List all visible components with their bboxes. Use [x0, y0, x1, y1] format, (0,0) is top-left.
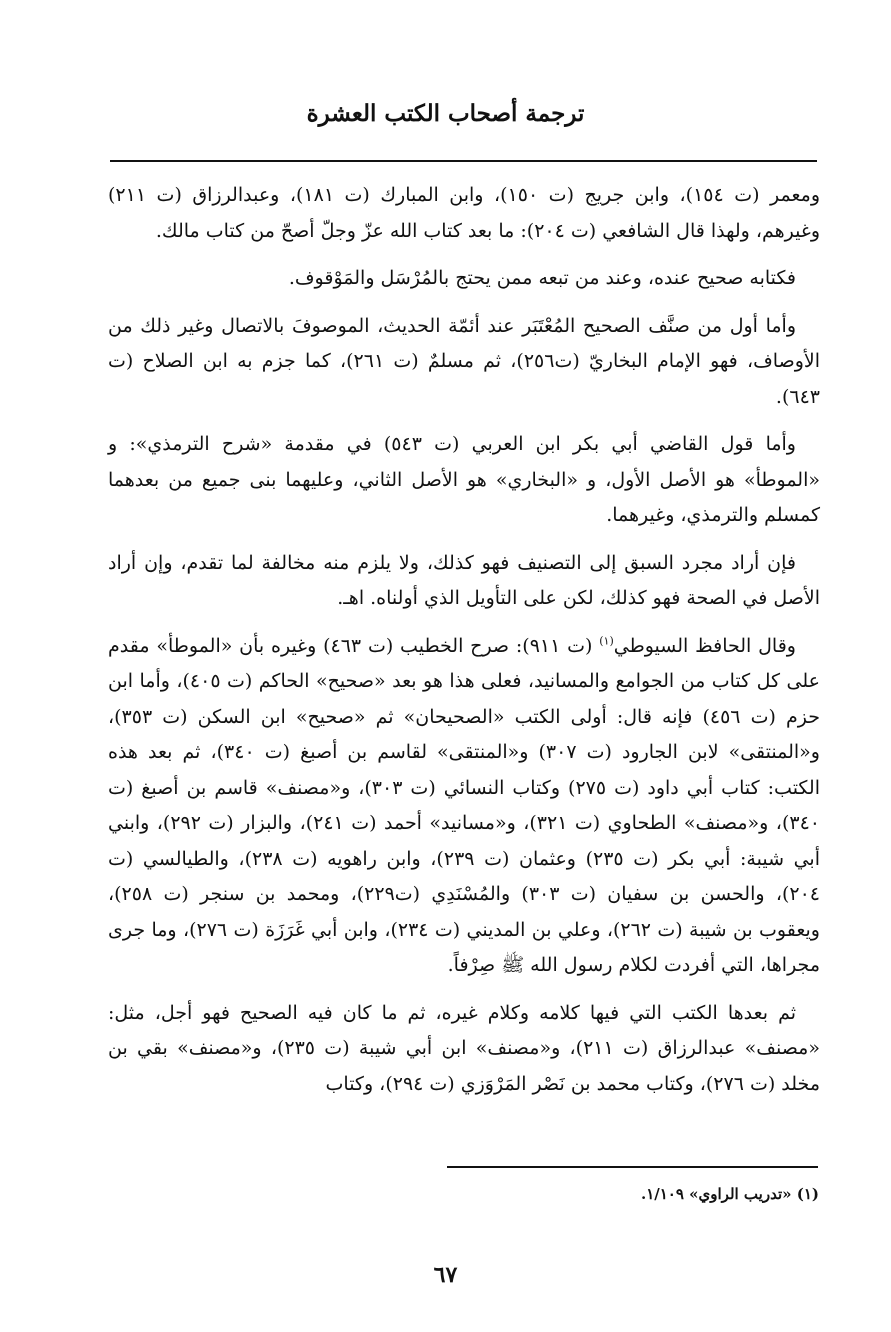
footnote-1: (١) «تدريب الراوي» ١/١٠٩.	[640, 1185, 819, 1203]
paragraph-2: فكتابه صحيح عنده، وعند من تبعه ممن يحتج بالمُرْسَل والمَوْقوف.	[288, 267, 796, 289]
paragraph-6-rest: (ت ٩١١): صرح الخطيب (ت ٤٦٣) وغيره بأن «الموطأ» مقدم على كل كتاب من الجوامع والمسانيد، فعلى هذا هو بعد «صحيح» الحاكم (ت ٤٠٥)، وأما ابن حزم (ت ٤٥٦) فإنه قال: أولى الكتب «الصحيحان» ثم «صحيح» ابن السكن (ت ٣٥٣)، و«المنتقى» لابن الجارود (ت ٣٠٧) و«المنتقى» لقاسم بن أصبغ (ت ٣٤٠)، ثم بعد هذه الكتب: كتاب أبي داود (ت ٢٧٥) وكتاب النسائي (ت ٣٠٣)، و«مصنف» قاسم بن أصبغ (ت ٣٤٠)، و«مصنف» الطحاوي (ت ٣٢١)، و«مسانيد» أحمد (ت ٢٤١)، والبزار (ت ٢٩٢)، وابني أبي شيبة: أبي بكر (ت ٢٣٥) وعثمان (ت ٢٣٩)، وابن راهويه (ت ٢٣٨)، والطيالسي (ت ٢٠٤)، والحسن بن سفيان (ت ٣٠٣) والمُسْنَدِي (ت٢٢٩)، ومحمد بن سنجر (ت ٢٥٨)، ويعقوب بن شيبة (ت ٢٦٢)، وعلي بن المديني (ت ٢٣٤)، وابن أبي غَرَزَة (ت ٢٧٦)، وما جرى مجراها، التي أفردت لكلام رسول الله ﷺ صِرْفاً.	[108, 634, 821, 976]
footnote-reference: (١)	[599, 634, 614, 648]
paragraph-6	[108, 629, 820, 984]
paragraph-5: فإن أراد مجرد السبق إلى التصنيف فهو كذلك، ولا يلزم منه مخالفة لما تقدم، وإن أراد الأصل في الصحة فهو كذلك، لكن على التأويل الذي أولناه. اهـ.	[108, 551, 820, 609]
page-number: ٦٧	[433, 1262, 458, 1288]
paragraph-3: وأما أول من صنَّف الصحيح المُعْتَبَر عند أئمّة الحديث، الموصوفَ بالاتصال وغير ذلك من الأوصاف، فهو الإمام البخاريّ (ت٢٥٦)، ثم مسلمٌ (ت ٢٦١)، كما جزم به ابن الصلاح (ت ٦٤٣).	[108, 314, 820, 408]
paragraph-1: ومعمر (ت ١٥٤)، وابن جريج (ت ١٥٠)، وابن المبارك (ت ١٨١)، وعبدالرزاق (ت ٢١١) وغيرهم، ولهذا قال الشافعي (ت ٢٠٤): ما بعد كتاب الله عزّ وجلّ أصحّ من كتاب مالك.	[108, 184, 820, 242]
running-title: ترجمة أصحاب الكتب العشرة	[306, 100, 585, 127]
paragraph-7: ثم بعدها الكتب التي فيها كلامه وكلام غيره، ثم ما كان فيه الصحيح فهو أجل، مثل: «مصنف» عبدالرزاق (ت ٢١١)، و«مصنف» ابن أبي شيبة (ت ٢٣٥)، و«مصنف» بقي بن مخلد (ت ٢٧٦)، وكتاب محمد بن نَصْر المَرْوَزي (ت ٢٩٤)، وكتاب	[108, 1001, 820, 1095]
main-text	[108, 178, 820, 1114]
footnote-rule	[447, 1166, 818, 1168]
paragraph-6-lead: وقال الحافظ السيوطي	[613, 634, 796, 657]
header-rule	[110, 160, 817, 162]
paragraph-4: وأما قول القاضي أبي بكر ابن العربي (ت ٥٤٣) في مقدمة «شرح الترمذي»: و «الموطأ» هو الأصل الأول، و «البخاري» هو الأصل الثاني، وعليهما بنى جميع من بعدهما كمسلم والترمذي، وغيرهما.	[108, 433, 820, 526]
